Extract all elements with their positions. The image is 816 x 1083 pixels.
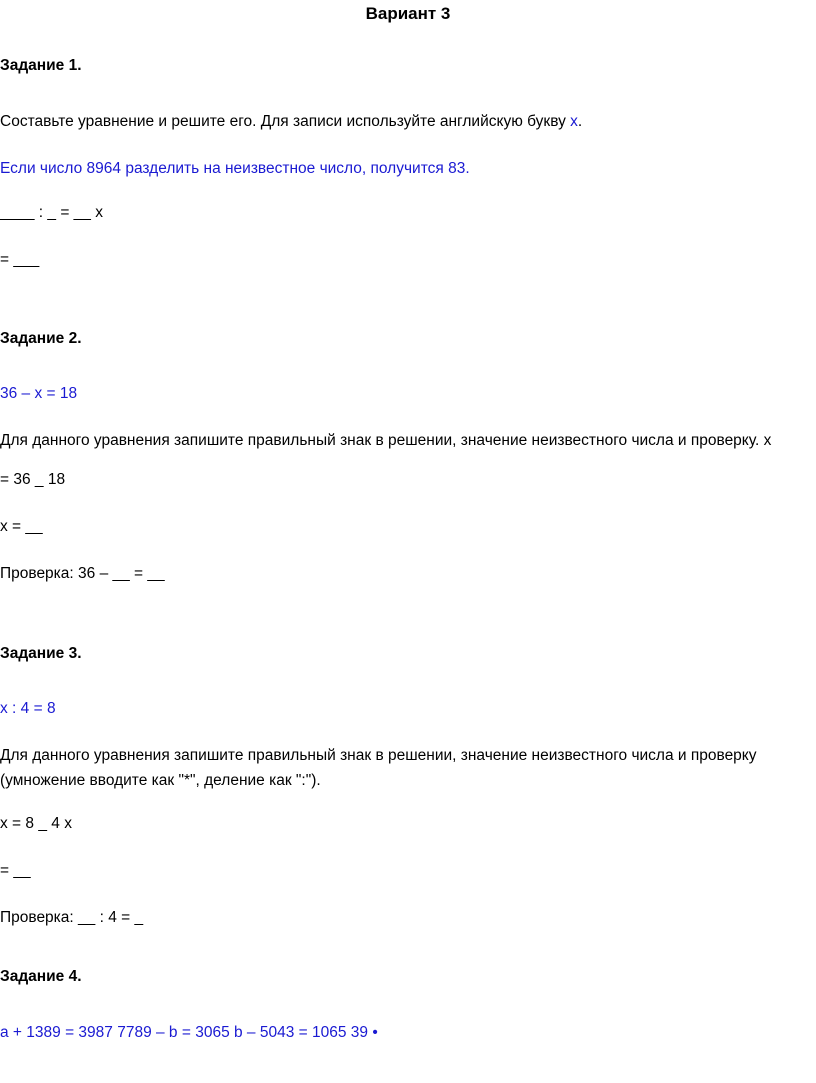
task1-line2: = ___	[0, 251, 40, 268]
task3-heading: Задание 3.	[0, 645, 82, 662]
task2-instruction: Для данного уравнения запишите правильный знак в решении, значение неизвестного числа и проверку. x	[0, 432, 772, 449]
task3-instruction-line1: Для данного уравнения запишите правильный знак в решении, значение неизвестного числа и проверку	[0, 747, 757, 764]
task4-equations: a + 1389 = 3987 7789 – b = 3065 b – 5043 = 1065 39 •	[0, 1024, 378, 1041]
task4-heading: Задание 4.	[0, 968, 82, 985]
task2-check: Проверка: 36 – __ = __	[0, 565, 165, 582]
page-title: Вариант 3	[365, 4, 451, 23]
task3-equation: x : 4 = 8	[0, 700, 56, 717]
task1-instruction-end: .	[577, 113, 583, 130]
task1-instruction	[0, 113, 582, 131]
task3-check: Проверка: __ : 4 = _	[0, 909, 144, 926]
task3-line2: = __	[0, 862, 31, 879]
task3-instruction-line2: (умножение вводите как "*", деление как ":").	[0, 772, 321, 789]
task2-equation: 36 – x = 18	[0, 385, 78, 402]
task2-heading: Задание 2.	[0, 330, 82, 347]
task3-line1: x = 8 _ 4 x	[0, 815, 72, 832]
task1-problem: Если число 8964 разделить на неизвестное число, получится 83.	[0, 160, 470, 177]
task2-line2: x = __	[0, 518, 43, 535]
task1-instruction-text: Составьте уравнение и решите его. Для записи используйте английскую букву	[0, 113, 571, 130]
task1-heading: Задание 1.	[0, 57, 82, 74]
task2-line1: = 36 _ 18	[0, 471, 66, 488]
task1-line1: ____ : _ = __ x	[0, 204, 103, 221]
task1-instruction-var: x	[570, 113, 578, 130]
